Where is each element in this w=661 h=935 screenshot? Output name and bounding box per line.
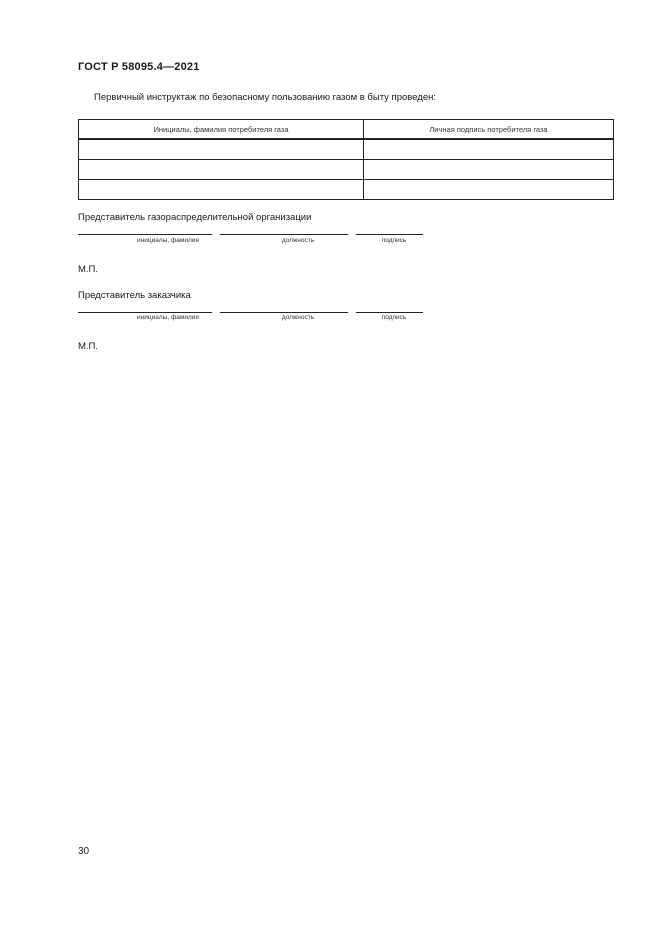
page-number: 30 (78, 846, 90, 857)
signature-line-signature[interactable] (356, 234, 423, 235)
table-row (79, 139, 614, 160)
table-cell-signature[interactable] (364, 180, 614, 200)
caption-position: должность (281, 314, 315, 321)
table-cell-name[interactable] (79, 160, 364, 180)
column-header-name: Инициалы, фамилия потребителя газа (79, 120, 364, 140)
section-label-gas-organization: Представитель газораспределительной организации (78, 212, 312, 223)
signature-line-signature[interactable] (356, 312, 423, 313)
table-cell-signature[interactable] (364, 139, 614, 160)
caption-position: должность (281, 237, 315, 244)
stamp-place-label: М.П. (78, 264, 99, 275)
table-cell-signature[interactable] (364, 160, 614, 180)
signature-line-position[interactable] (220, 234, 348, 235)
stamp-place-label: М.П. (78, 341, 99, 352)
signature-line-position[interactable] (220, 312, 348, 313)
table-row (79, 160, 614, 180)
signature-table (78, 119, 614, 200)
table-header-row (79, 120, 614, 140)
intro-text: Первичный инструктаж по безопасному пользованию газом в быту проведен: (94, 92, 436, 103)
signature-line-name[interactable] (78, 234, 212, 235)
column-header-signature: Личная подпись потребителя газа (364, 120, 614, 140)
signature-line-name[interactable] (78, 312, 212, 313)
table-cell-name[interactable] (79, 180, 364, 200)
table-row (79, 180, 614, 200)
table-cell-name[interactable] (79, 139, 364, 160)
document-title: ГОСТ Р 58095.4—2021 (78, 61, 200, 73)
caption-name: инициалы, фамилия (137, 237, 199, 244)
caption-signature: подпись (381, 314, 407, 321)
caption-name: инициалы, фамилия (137, 314, 199, 321)
section-label-customer: Представитель заказчика (78, 290, 191, 301)
caption-signature: подпись (381, 237, 407, 244)
